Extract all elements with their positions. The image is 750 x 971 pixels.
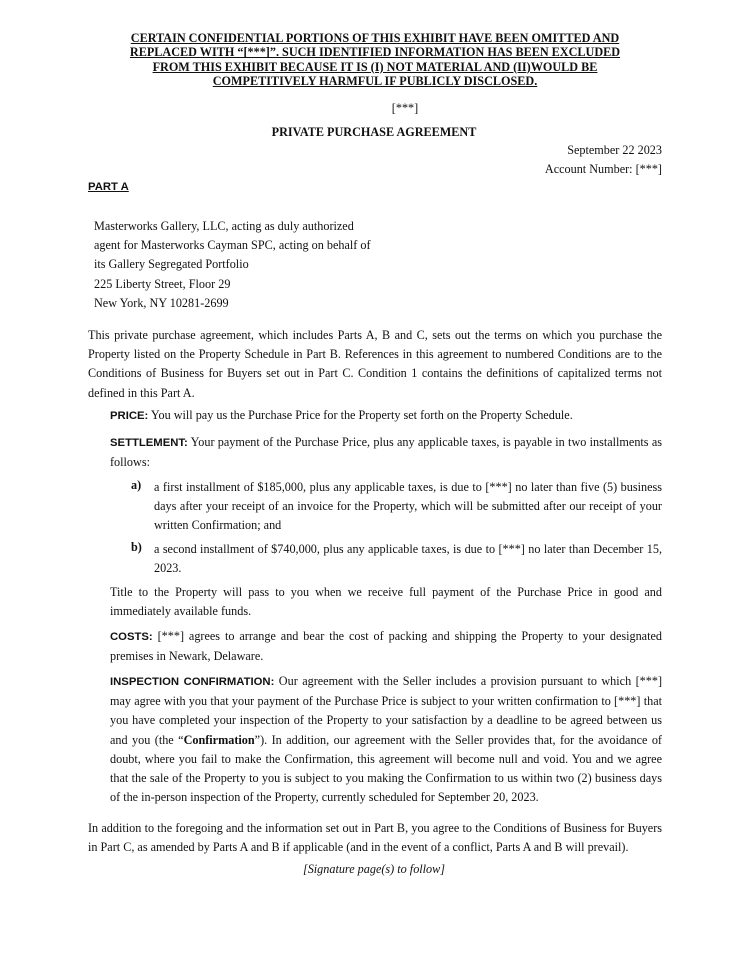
installment-a-label: a)	[131, 478, 142, 492]
legend-line: CERTAIN CONFIDENTIAL PORTIONS OF THIS EXHIBIT HAVE BEEN OMITTED AND	[130, 31, 620, 45]
part-a-heading: PART A	[88, 181, 129, 193]
address-line: 225 Liberty Street, Floor 29	[94, 276, 231, 291]
installment-b-label: b)	[131, 540, 142, 554]
inspection-text-1: Our agreement with the Seller includes a provision pursuant to which [***] may agree with you that your payment of the Purchase Price is subject to your written confirmation to [***] that you have completed your inspection of the Property to your satisfaction by a deadline to be agreed between us and you (the “	[110, 674, 662, 747]
inspection-text-2: ”). In addition, our agreement with the Seller provides that, for the avoidance of doubt, where you fail to make the Confirmation, this agreement will become null and void. You and we agree that the sale of the Property to you is subject to you making the Confirmation to us within two (2) business days of the in-person inspection of the Property, currently scheduled for September 20, 2023.	[110, 732, 662, 805]
account-number: Account Number: [***]	[544, 162, 662, 176]
installment-a-text: a first installment of $185,000, plus any applicable taxes, is due to [***] no later than five (5) business days after your receipt of an invoice for the Property, which will be submitted after our receipt of your written Confirmation; and	[154, 480, 662, 533]
confirmation-defined-term: Confirmation	[183, 732, 255, 747]
agreement-date: September 22 2023	[567, 143, 662, 157]
price-clause	[110, 406, 662, 426]
redaction-mark: [***]	[391, 101, 419, 115]
costs-text: [***] agrees to arrange and bear the cost of packing and shipping the Property to your designated premises in Newark, Delaware.	[110, 629, 662, 664]
settlement-clause	[110, 433, 662, 472]
document-title: PRIVATE PURCHASE AGREEMENT	[271, 125, 477, 139]
legend-line: FROM THIS EXHIBIT BECAUSE IT IS (I) NOT MATERIAL AND (II)WOULD BE	[152, 59, 598, 74]
address-line: New York, NY 10281-2699	[94, 295, 229, 310]
price-label: PRICE:	[110, 410, 149, 422]
price-text: You will pay us the Purchase Price for the Property set forth on the Property Schedule.	[148, 408, 573, 422]
address-line: its Gallery Segregated Portfolio	[94, 257, 249, 272]
signature-note: [Signature page(s) to follow]	[302, 862, 446, 876]
address-line: agent for Masterworks Cayman SPC, acting on behalf of	[94, 238, 371, 253]
addressee-block	[94, 217, 371, 313]
inspection-clause	[110, 672, 662, 807]
costs-clause	[110, 627, 662, 666]
costs-label: COSTS:	[110, 631, 153, 643]
title-passing-paragraph: Title to the Property will pass to you when we receive full payment of the Purchase Price in good and immediately available funds.	[110, 585, 662, 619]
closing-paragraph: In addition to the foregoing and the information set out in Part B, you agree to the Conditions of Business for Buyers in Part C, as amended by Parts A and B if applicable (and in the event of a conflict, Parts A and B will prevail).	[88, 821, 662, 855]
confidentiality-legend	[110, 31, 640, 88]
settlement-label: SETTLEMENT:	[110, 437, 188, 449]
inspection-label: INSPECTION CONFIRMATION:	[110, 676, 275, 688]
intro-paragraph: This private purchase agreement, which includes Parts A, B and C, sets out the terms on which you purchase the Property listed on the Property Schedule in Part B. References in this agreement to numbered Conditions are to the Conditions of Business for Buyers set out in Part C. Condition 1 contains the definitions of capitalized terms not defined in this Part A.	[88, 328, 662, 400]
address-line: Masterworks Gallery, LLC, acting as duly authorized	[94, 219, 354, 233]
settlement-text: Your payment of the Purchase Price, plus any applicable taxes, is payable in two installments as follows:	[110, 435, 662, 470]
installment-b-text: a second installment of $740,000, plus any applicable taxes, is due to [***] no later than December 15, 2023.	[154, 542, 662, 576]
legend-line: REPLACED WITH “[***]”. SUCH IDENTIFIED INFORMATION HAS BEEN EXCLUDED	[129, 45, 621, 60]
legend-line: COMPETITIVELY HARMFUL IF PUBLICLY DISCLOSED.	[212, 73, 538, 88]
